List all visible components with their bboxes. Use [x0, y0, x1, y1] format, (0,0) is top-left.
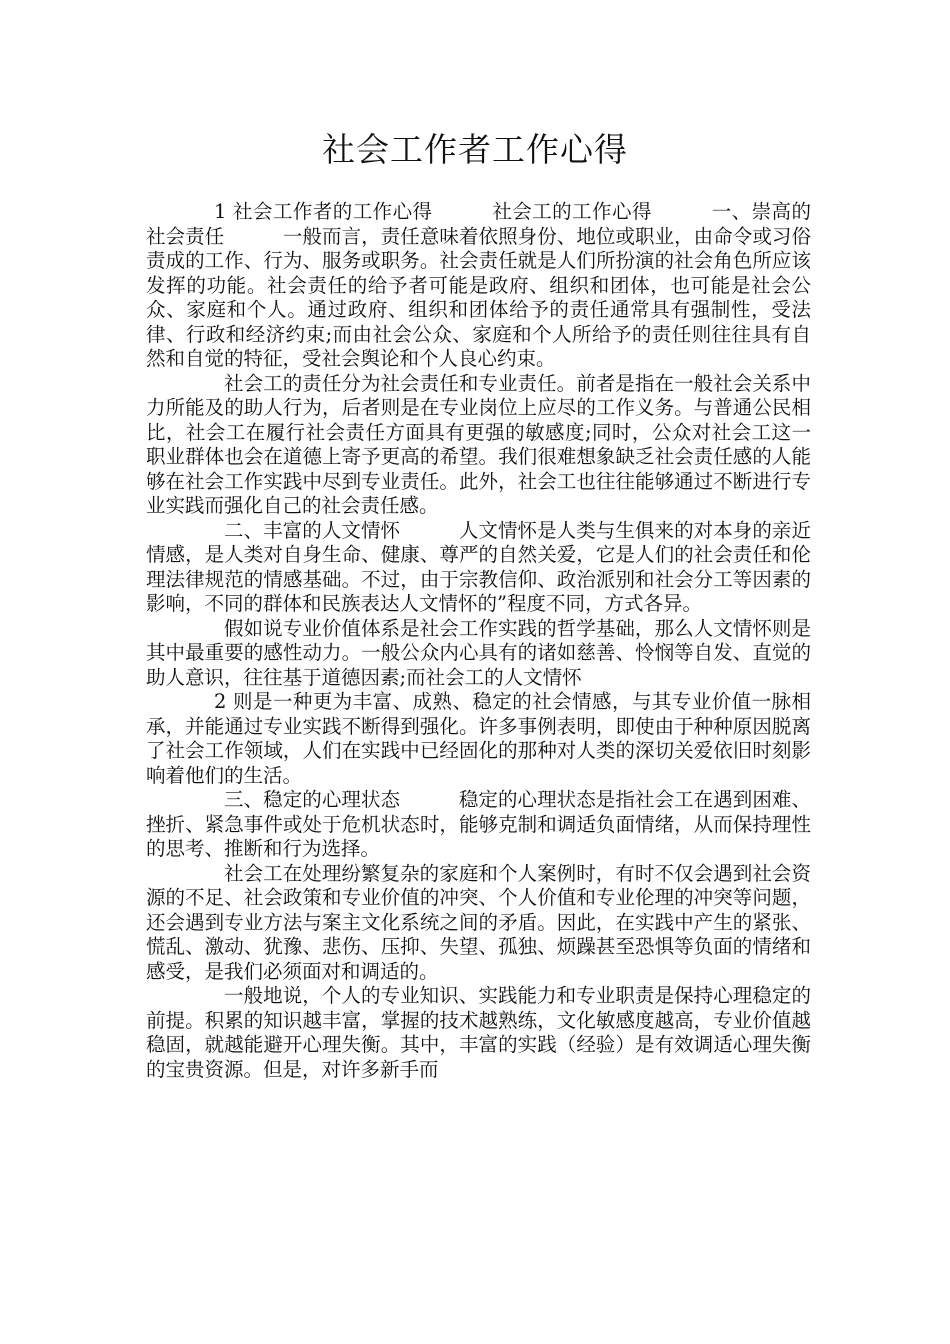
paragraph-5: 2 则是一种更为丰富、成熟、稳定的社会情感，与其专业价值一脉相承，并能通过专业实践不断得到强化。许多事例表明，即使由于种种原因脱离了社会工作领域，人们在实践中已经固化的那种对人类的深切关爱依旧时刻影响着他们的生活。	[146, 690, 811, 787]
paragraph-8: 一般地说，个人的专业知识、实践能力和专业职责是保持心理稳定的前提。积累的知识越丰富，掌握的技术越熟练，文化敏感度越高，专业价值越稳固，就越能避开心理失衡。其中，丰富的实践（经验）是有效调适心理失衡的宝贵资源。但是，对许多新手而	[146, 984, 811, 1081]
paragraph-7: 社会工在处理纷繁复杂的家庭和个人案例时，有时不仅会遇到社会资源的不足、社会政策和专业价值的冲突、个人价值和专业伦理的冲突等问题，还会遇到专业方法与案主文化系统之间的矛盾。因此，在实践中产生的紧张、慌乱、激动、犹豫、悲伤、压抑、失望、孤独、烦躁甚至恐惧等负面的情绪和感受，是我们必须面对和调适的。	[146, 861, 811, 983]
paragraph-2: 社会工的责任分为社会责任和专业责任。前者是指在一般社会关系中力所能及的助人行为，后者则是在专业岗位上应尽的工作义务。与普通公民相比，社会工在履行社会责任方面具有更强的敏感度;同时，公众对社会工这一职业群体也会在道德上寄予更高的希望。我们很难想象缺乏社会责任感的人能够在社会工作实践中尽到专业责任。此外，社会工也往往能够通过不断进行专业实践而强化自己的社会责任感。	[146, 371, 811, 517]
paragraph-6: 三、稳定的心理状态 稳定的心理状态是指社会工在遇到困难、挫折、紧急事件或处于危机状态时，能够克制和调适负面情绪，从而保持理性的思考、推断和行为选择。	[146, 788, 811, 860]
paragraph-3: 二、丰富的人文情怀 人文情怀是人类与生俱来的对本身的亲近情感，是人类对自身生命、健康、尊严的自然关爱，它是人们的社会责任和伦理法律规范的情感基础。不过，由于宗教信仰、政治派别和社会分工等因素的影响，不同的群体和民族表达人文情怀的”程度不同，方式各异。	[146, 518, 811, 615]
document-body	[146, 200, 811, 1082]
paragraph-4: 假如说专业价值体系是社会工作实践的哲学基础，那么人文情怀则是其中最重要的感性动力。一般公众内心具有的诸如慈善、怜悯等自发、直觉的助人意识，往往基于道德因素;而社会工的人文情怀	[146, 616, 811, 689]
document-title: 社会工作者工作心得	[322, 130, 628, 169]
paragraph-1: 1 社会工作者的工作心得 社会工的工作心得 一、崇高的社会责任 一般而言，责任意味着依照身份、地位或职业，由命令或习俗责成的工作、行为、服务或职务。社会责任就是人们所扮演的社会角色所应该发挥的功能。社会责任的给予者可能是政府、组织和团体，也可能是社会公众、家庭和个人。通过政府、组织和团体给予的责任通常具有强制性，受法律、行政和经济约束;而由社会公众、家庭和个人所给予的责任则往往具有自然和自觉的特征，受社会舆论和个人良心约束。	[146, 200, 811, 370]
